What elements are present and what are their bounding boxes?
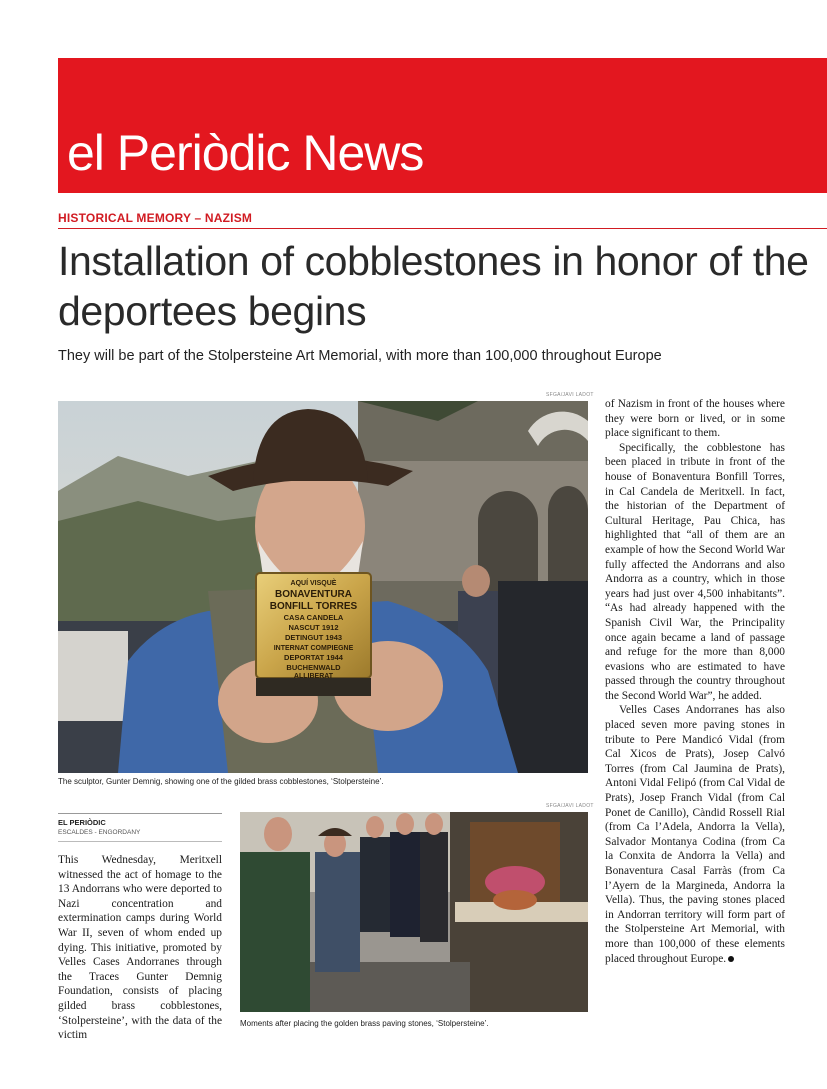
article-paragraph: This Wednesday, Meritxell witnessed the act of homage to the 13 Andorrans who were deported to Nazi concentration and extermination camps during World War II, seven of whom ended up dying. This initiative, promoted by Velles Cases Andorranes through the Traces Gunter Demnig Foundation, consists of placing gilded brass cobblestones, ‘Stolpersteine’, with the data of the victim bbox=[58, 854, 222, 1042]
stone-line-1: AQUÍ VISQUÈ bbox=[290, 580, 337, 587]
article-column-2 bbox=[605, 397, 785, 966]
stone-line-3: BONFILL TORRES bbox=[269, 601, 358, 612]
stone-line-2: BONAVENTURA bbox=[274, 589, 353, 600]
article-subhead: They will be part of the Stolpersteine Art Memorial, with more than 100,000 throughout Europe bbox=[58, 348, 662, 364]
article-headline: Installation of cobblestones in honor of the deportees begins bbox=[58, 238, 809, 334]
article-paragraph-last bbox=[605, 703, 785, 966]
second-photo-caption: Moments after placing the golden brass paving stones, ‘Stolpersteine’. bbox=[240, 1019, 489, 1028]
article-paragraph: of Nazism in front of the houses where they were born or lived, or in some place significant to them. bbox=[605, 398, 785, 440]
byline-top-rule bbox=[58, 813, 222, 814]
stone-line-4: CASA CANDELA bbox=[283, 613, 344, 622]
main-photo-credit: SFGA/JAVI LADOT bbox=[546, 392, 594, 398]
second-photo-credit: SFGA/JAVI LADOT bbox=[546, 803, 594, 809]
stone-line-9: BUCHENWALD bbox=[286, 663, 341, 672]
byline-outlet: EL PERIÒDIC bbox=[58, 818, 106, 827]
masthead-title: el Periòdic News bbox=[67, 125, 424, 181]
article-column-1 bbox=[58, 853, 222, 1043]
article-paragraph: Specifically, the cobblestone has been placed in tribute in front of the house of Bonaventura Bonfill Torres, in Cal Candela de Meritxell. In fact, the historian of the Department of Cultural Heritage, Pau Chica, has highlighted that “all of them are an example of how the Second World War fully affected the Andorrans and also Andorra as a country, which in those years had just over 4,500 inhabitants”. “As had already happened with the Spanish Civil War, the Principality once again became a land of passage and refuge for the more than 8,000 evasions who are estimated to have passed through the country throughout the Second World War”, he added. bbox=[605, 441, 785, 702]
stone-line-8: DEPORTAT 1944 bbox=[284, 653, 343, 662]
second-photo bbox=[240, 812, 588, 1012]
main-photo-caption: The sculptor, Gunter Demnig, showing one of the gilded brass cobblestones, ‘Stolpersteine’. bbox=[58, 777, 384, 786]
byline-bottom-rule bbox=[58, 841, 222, 842]
section-divider bbox=[58, 228, 827, 229]
article-paragraph-text: Velles Cases Andorranes has also placed seven more paving stones in tribute to Pere Mandicó Vidal (from Cal Xicos de Prats), Josep Calvó Torres (from Cal Jaumina de Prats), Antoni Vidal Felipó (from Cal Vidal de Prats), Josep Franch Vidal (from Cal Ponet de Canillo), Càndid Rossell Rial (from Ca l’Adela, Andorra la Vella), Salvador Montanya Codina (from Ca la Conxita de Andorra la Vella) and Bonaventura Casal Farràs (from Ca l’Ayern de la Margineda, Andorra la Vella). Thus, the paving stones placed in Andorran territory will form part of the Stolpersteine Art Memorial, with more than 100,000 of these elements placed throughout Europe. bbox=[605, 704, 785, 965]
masthead-banner bbox=[58, 58, 827, 193]
stone-line-10: ALLIBERAT bbox=[293, 673, 334, 680]
main-photo bbox=[58, 401, 588, 773]
byline-location: ESCALDES - ENGORDANY bbox=[58, 829, 141, 836]
end-of-article-mark bbox=[728, 956, 734, 962]
section-label: HISTORICAL MEMORY – NAZISM bbox=[58, 211, 253, 225]
stone-line-7: INTERNAT COMPIEGNE bbox=[273, 645, 354, 652]
stone-line-6: DETINGUT 1943 bbox=[284, 633, 343, 642]
stone-line-5: NASCUT 1912 bbox=[288, 623, 339, 632]
